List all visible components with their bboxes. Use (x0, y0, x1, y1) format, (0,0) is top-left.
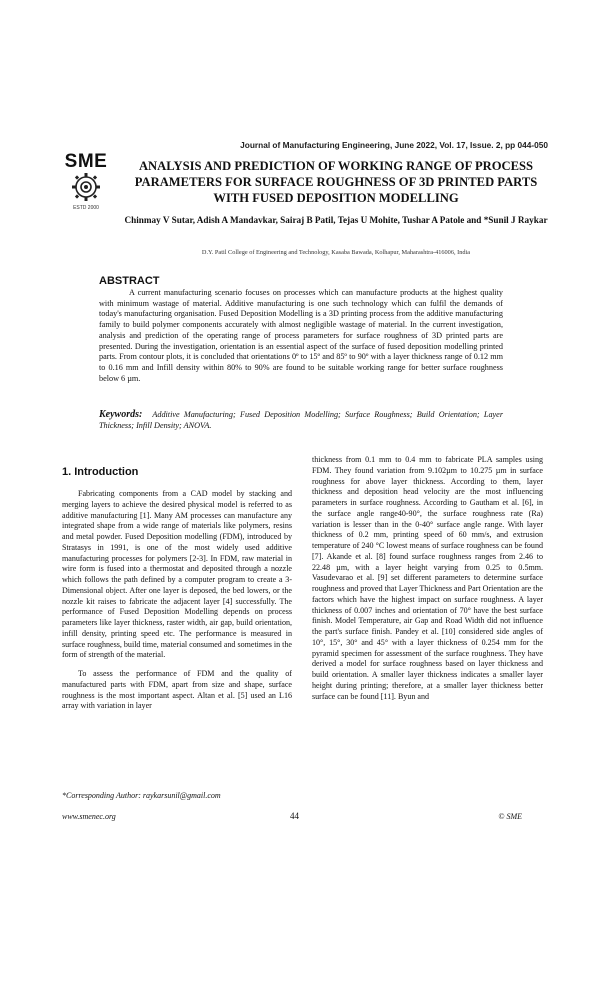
introduction-heading: 1. Introduction (62, 466, 139, 478)
footer-copyright: © SME (498, 812, 522, 821)
sme-logo (60, 152, 112, 218)
keywords (99, 409, 503, 431)
intro-paragraph-3: thickness from 0.1 mm to 0.4 mm to fabricate PLA samples using FDM. They found variation from 9.102µm to 10.275 µm in surface roughness for above layer thickness. According to them, layer thickness and deposition head velocity are the most influencing parameters in surface roughness. According to Gautham et al. [6], in the surface angle range40-90°, the surface roughness rate (Ra) variation is lesser than in the 0-40° surface angle range. With layer thickness of 0.2 mm, printing speed of 60 mm/s, and extrusion temperature of 240 °C lowest means of surface roughness can be found [7]. Akande et al. [8] found surface roughness ranges from 2.46 to 22.48 µm, with a layer height varying from 0.25 to 0.5mm. Vasudevarao et al. [9] set different parameters to determine surface roughness and proved that Layer Thickness and Part Orientation are the factors which have the highest impact on surface roughness. A layer thickness of 0.007 inches and orientation of 70° have the best surface finish. Model Temperature, air Gap and Road Width did not influence the part's surface finish. Pandey et al. [10] considered side angles of 10°, 15°, 30° and 45° with a layer thickness of 0.254 mm for the pyramid specimen for assessment of the surface roughness. They have derived a model for surface roughness based on layer thickness and build orientation. A smaller layer thickness indicates a smaller layer height during printing; therefore, at a smaller layer thickness better surface can be found [11]. Byun and (312, 455, 543, 701)
paper-authors: Chinmay V Sutar, Adish A Mandavkar, Sairaj B Patil, Tejas U Mohite, Tushar A Patole and *Sunil J Raykar (124, 215, 548, 225)
page-number: 44 (290, 811, 299, 821)
left-column (62, 489, 292, 712)
abstract-heading: ABSTRACT (99, 275, 160, 287)
logo-established: ESTD 2000 (73, 205, 99, 211)
keywords-label: Keywords: (99, 409, 143, 420)
intro-paragraph-1: Fabricating components from a CAD model by stacking and merging layers to achieve the desired physical model is referred to as additive manufacturing [1]. Many AM processes can manufacture any integrated shape from a wide range of materials like polymers, resins and metal powder. Fused Deposition modelling (FDM), introduced by Stratasys in 1991, is one of the most widely used additive manufacturing processes for polymers [2-3]. In FDM, raw material in wire form is fused into a thermostat and deposited through a nozzle which follows the path defined by a computer program to create a 3-Dimensional object. After one layer is deposed, the bed lowers, or the nozzle kit raises to fabricate the adjacent layer [4] successfully. The performance of Fused Deposition Modelling depends on process parameters like layer thickness, raster width, air gap, build orientation, infill density, printing speed etc. The performance is measured in surface roughness, build time, material consumed and sometimes in the form of strength of the material. (62, 489, 292, 660)
corresponding-author: *Corresponding Author: raykarsunil@gmail.com (62, 791, 221, 800)
right-column (312, 455, 543, 702)
journal-citation: Journal of Manufacturing Engineering, June 2022, Vol. 17, Issue. 2, pp 044-050 (240, 140, 548, 150)
paper-affiliation: D.Y. Patil College of Engineering and Technology, Kasaba Bawada, Kolhapur, Maharashtra-416006, India (201, 249, 471, 256)
paper-title: ANALYSIS AND PREDICTION OF WORKING RANGE OF PROCESS PARAMETERS FOR SURFACE ROUGHNESS OF 3D PRINTED PARTS WITH FUSED DEPOSITION MODELLING (134, 159, 538, 205)
intro-paragraph-2: To assess the performance of FDM and the quality of manufactured parts with FDM, apart from size and shape, surface roughness is the most important aspect. Altan et al. [5] used an L16 array with variation in layer (62, 669, 292, 711)
footer-url: www.smenec.org (62, 812, 116, 821)
abstract-text: A current manufacturing scenario focuses on processes which can manufacture products at the highest quality with minimum wastage of material. Additive manufacturing is one such technology which can fulfil the demands of today's manufacturing organisation. Fused Deposition Modelling is a 3D printing process from the additive manufacturing family to build polymer components accurately with almost negligible wastage of material. In the current investigation, analysis and prediction of the operating range of process parameters for surface roughness of 3D printed parts are presented. During the investigation, orientation is an essential aspect of the surface of fused deposition modelling printed parts. From contour plots, it is concluded that orientations 0º to 15º and 85º to 90º with a layer thickness range of 0.12 mm to 0.16 mm and Infill density within 80% to 90% are found to be suitable working range for better surface roughness below 6 µm. (99, 288, 503, 383)
gear-icon (70, 170, 102, 204)
keywords-text: Additive Manufacturing; Fused Deposition Modelling; Surface Roughness; Build Orientation; Layer Thickness; Infill Density; ANOVA. (99, 410, 503, 430)
logo-text: SME (64, 151, 108, 172)
